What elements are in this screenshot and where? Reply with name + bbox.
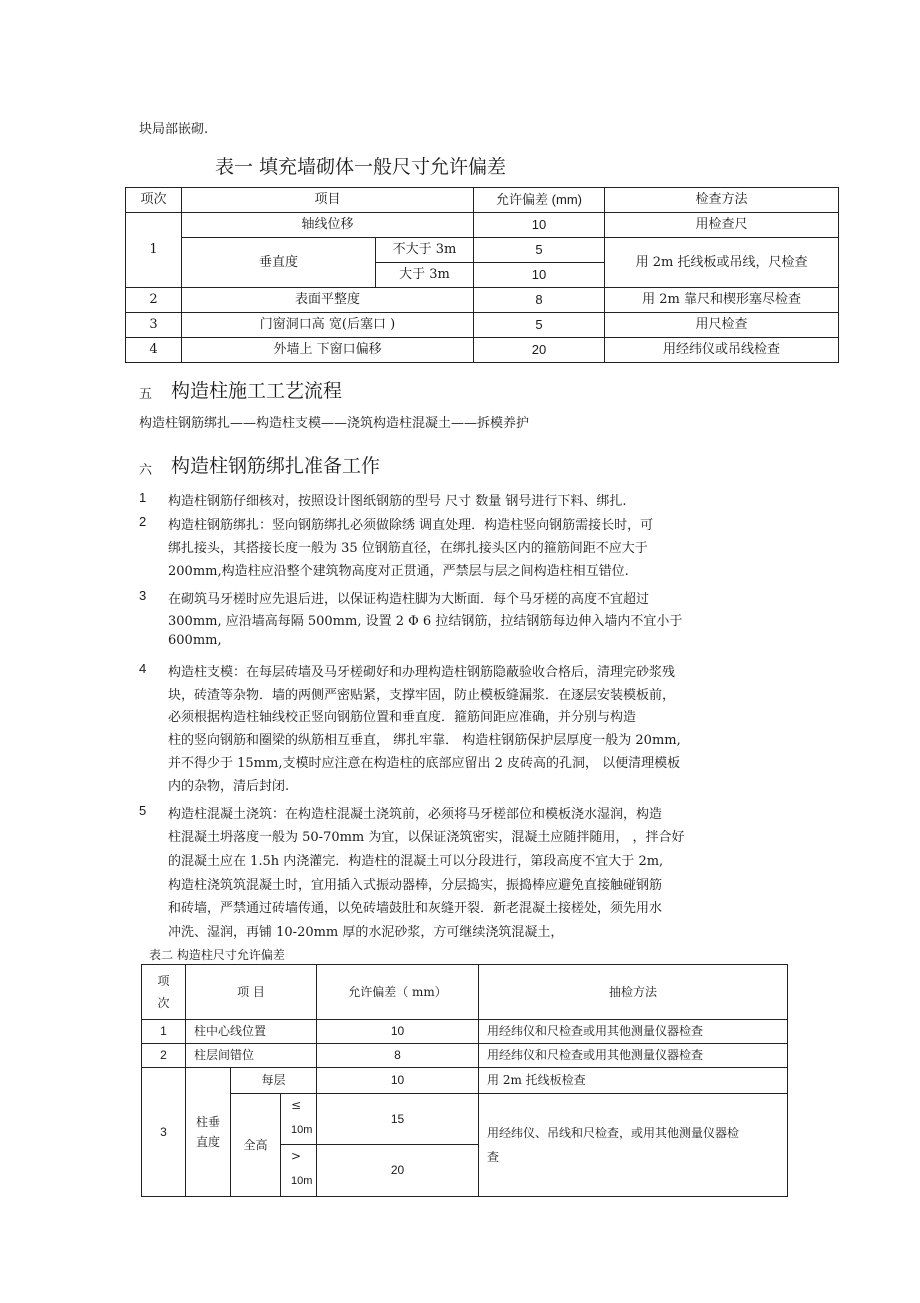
table-row [126,313,839,338]
table1-row1-sub-a-value: 5 [474,238,605,263]
table1-header-no: 项次 [126,188,182,213]
table1-header-tolerance: 允许偏差 (mm) [474,188,605,213]
list-item-line: 在砌筑马牙槎时应先退后进，以保证构造柱脚为大断面．每个马牙槎的高度不宜超过 [168,592,650,607]
table2-row1-no: 1 [142,1020,186,1044]
table2-header-item: 项 目 [186,965,317,1020]
table2-row3-gt-cell [281,1145,317,1197]
section6-number: 六 [139,463,153,478]
table2-row2-method: 用经纬仪和尺检查或用其他测量仪器检查 [479,1044,788,1068]
table-row [126,288,839,313]
table2-row2-item: 柱层间错位 [186,1044,317,1068]
table2-row3-gt-val: 10m [291,1175,313,1188]
list-item-line: 构造柱钢筋仔细核对，按照设计图纸钢筋的型号 尺寸 数量 钢号进行下料、绑扎. [168,494,627,509]
list-item-line: 块，砖渣等杂物．墙的两侧严密贴紧，支撑牢固，防止模板缝漏浆．在逐层安装模板前， [168,688,676,703]
table2-header-no [142,965,186,1020]
table-row [142,1094,788,1145]
table2-row3-group-b: 直度 [195,1135,220,1149]
table1-row1-sub-b: 大于 3m [376,263,474,288]
table2-row3-full-height: 全高 [231,1094,281,1197]
list-item-line: 的混凝土应在 1.5h 内浇灌完．构造柱的混凝土可以分段进行，第段高度不宜大于 2m, [168,854,664,869]
table2-row3-gt-value: 20 [317,1145,479,1197]
table1-row1-axis-value: 10 [474,213,605,238]
table1-row1-vertical-item: 垂直度 [182,238,376,288]
list-item-line: 构造柱混凝土浇筑：在构造柱混凝土浇筑前，必须将马牙槎部位和模板浇水湿润，构造 [168,807,663,822]
table2 [141,964,788,1197]
table2-row1-item: 柱中心线位置 [186,1020,317,1044]
list-item-line: 内的杂物，清后封闭. [168,779,290,794]
table2-row3-per-floor-value: 10 [317,1068,479,1094]
table1-row4-value: 20 [474,338,605,363]
list-item-number: 5 [139,803,147,818]
list-item-line: 600mm, [168,633,222,648]
table2-header-method: 抽检方法 [479,965,788,1020]
table1-row3-no: 3 [126,313,182,338]
table2-row1-value: 10 [317,1020,479,1044]
list-item-line: 构造柱支模：在每层砖墙及马牙槎砌好和办理构造柱钢筋隐蔽验收合格后，清理完砂浆残 [168,665,676,680]
list-item-line: 必须根据构造柱轴线校正竖向钢筋位置和垂直度．箍筋间距应准确，并分别与构造 [168,710,637,725]
table2-row3-le-cell [281,1094,317,1145]
list-item-number: 4 [139,661,147,676]
table1-row1-vertical-method: 用 2m 托线板或吊线，尺检查 [605,238,839,288]
table1-row4-method: 用经纬仪或吊线检查 [605,338,839,363]
list-item-number: 1 [139,490,147,505]
table2-caption: 表二 构造柱尺寸允许偏差 [149,948,285,962]
list-item-line: 柱混凝土坍落度一般为 50-70mm 为宜，以保证浇筑密实，混凝土应随拌随用， ，拌合好 [168,830,685,845]
table1-row1-sub-a: 不大于 3m [376,238,474,263]
table-row [142,1068,788,1094]
list-item-line: 300mm, 应沿墙高每隔 500mm, 设置 2 Φ 6 拉结钢筋，拉结钢筋每边伸入墙内不宜小于 [168,614,683,629]
table2-row3-full-method-a: 用经纬仪、吊线和尺检查，或用其他测量仪器检 [487,1125,740,1140]
table2-header-no-b: 次 [157,996,170,1010]
table1-row4-item: 外墙上 下窗口偏移 [182,338,474,363]
table1-row2-value: 8 [474,288,605,313]
table1-row1-axis-item: 轴线位移 [182,213,474,238]
section5-title: 构造柱施工工艺流程 [171,380,343,402]
list-item-line: 和砖墙，严禁通过砖墙传通，以免砖墙鼓肚和灰缝开裂．新老混凝土接槎处，须先用水 [168,901,663,916]
table1-header-row [126,188,839,213]
table-row [142,1020,788,1044]
table1-row2-method: 用 2m 靠尺和楔形塞尽检查 [605,288,839,313]
table1-row3-item: 门窗洞口高 宽(后塞口 ) [182,313,474,338]
table-row [126,238,839,263]
section5-number: 五 [139,387,153,402]
table2-row3-full-method-b: 查 [487,1150,500,1164]
table2-row2-no: 2 [142,1044,186,1068]
table1-row3-value: 5 [474,313,605,338]
section5-flow: 构造柱钢筋绑扎——构造柱支模——浇筑构造柱混凝土——拆模养护 [139,416,530,431]
table1-row1-axis-method: 用检查尺 [605,213,839,238]
list-item-line: 柱的竖向钢筋和圈梁的纵筋相互垂直， 绑扎牢靠． 构造柱钢筋保护层厚度一般为 20mm, [168,733,681,748]
table-row [126,338,839,363]
table1-row2-no: 2 [126,288,182,313]
table1-header-item: 项目 [182,188,474,213]
table2-row2-value: 8 [317,1044,479,1068]
list-item-number: 3 [139,588,147,603]
intro-fragment: 块局部嵌砌. [139,122,209,137]
list-item-line: 构造柱钢筋绑扎：竖向钢筋绑扎必须做除绣 调直处理．构造柱竖向钢筋需接长时，可 [168,518,654,533]
table1-row1-sub-b-value: 10 [474,263,605,288]
table2-row3-le-sym: ≤ [291,1098,302,1112]
list-item-number: 2 [139,514,147,529]
list-item-line: 构造柱浇筑筑混凝土时，宜用插入式振动器棒，分层捣实，振捣棒应避免直接触碰钢筋 [168,878,663,893]
table2-row3-full-method [479,1094,788,1197]
table1-row3-method: 用尺检查 [605,313,839,338]
list-item-line: 并不得少于 15mm,支模时应注意在构造柱的底部应留出 2 皮砖高的孔洞， 以便清理模板 [168,756,681,771]
table-row [126,213,839,238]
table2-header-no-a: 项 [157,973,170,988]
list-item-line: 200mm,构造柱应沿整个建筑物高度对正贯通，严禁层与层之间构造柱相互错位. [168,564,629,579]
table2-row3-group-a: 柱垂 [195,1114,220,1129]
table-row [142,1044,788,1068]
table1-row1-no: 1 [126,213,182,288]
table2-row3-le-value: 15 [317,1094,479,1145]
list-item-line: 绑扎接头，其搭接长度一般为 35 位钢筋直径，在绑扎接头区内的箍筋间距不应大于 [168,541,648,556]
table2-row3-group [186,1068,231,1197]
table1-row4-no: 4 [126,338,182,363]
table2-row3-gt-sym: > [291,1149,302,1163]
table2-row3-no: 3 [142,1068,186,1197]
table2-row3-per-floor: 每层 [231,1068,317,1094]
table1-row2-item: 表面平整度 [182,288,474,313]
table2-header-row [142,965,788,1020]
table2-row3-per-floor-method: 用 2m 托线板检查 [479,1068,788,1094]
section6-title: 构造柱钢筋绑扎准备工作 [171,455,381,477]
table2-row1-method: 用经纬仪和尺检查或用其他测量仪器检查 [479,1020,788,1044]
list-item-line: 冲洗、湿润，再铺 10-20mm 厚的水泥砂浆，方可继续浇筑混凝土， [168,925,564,940]
table1-caption: 表一 填充墙砌体一般尺寸允许偏差 [215,156,507,178]
table1 [125,187,839,363]
table2-row3-le-val: 10m [291,1124,313,1137]
table2-header-tolerance: 允许偏差（ mm） [317,965,479,1020]
table1-header-method: 检查方法 [605,188,839,213]
